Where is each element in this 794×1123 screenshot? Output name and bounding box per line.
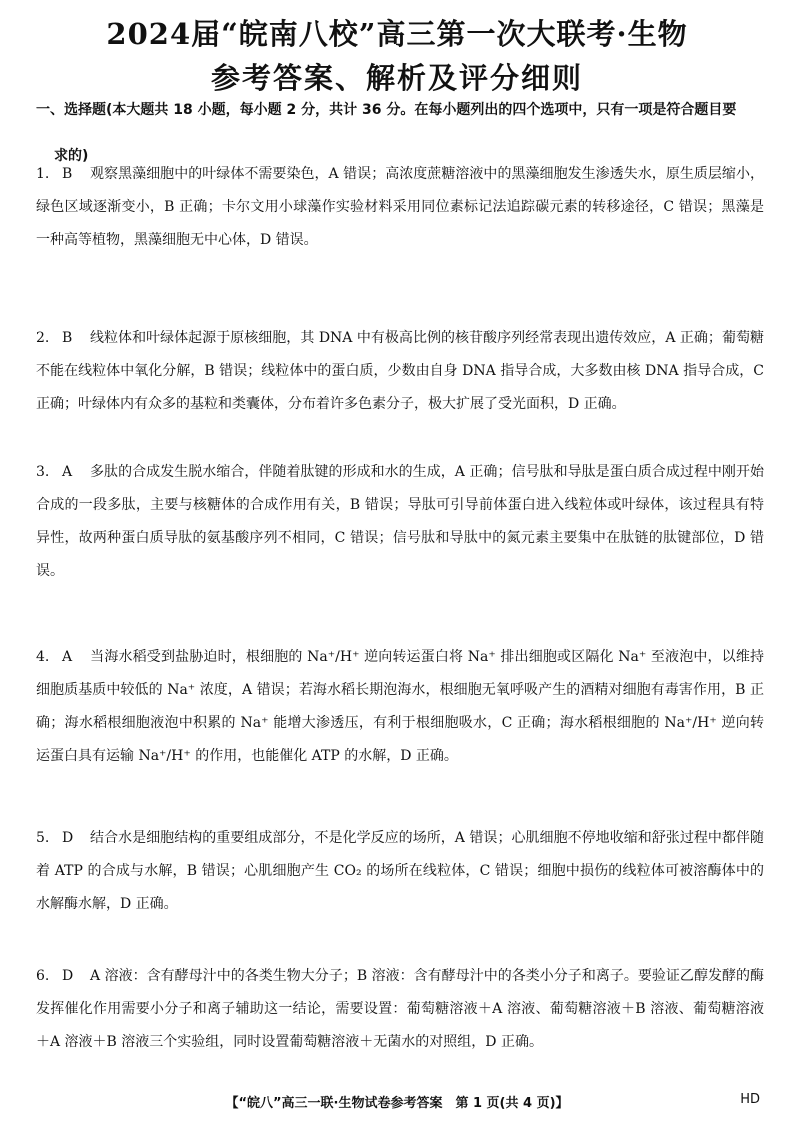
footer-code: HD bbox=[740, 1092, 760, 1107]
question-explanation: A 溶液：含有酵母汁中的各类生物大分子；B 溶液：含有酵母汁中的各类小分子和离子。要验证乙醇发酵的酶发挥催化作用需要小分子和离子辅助这一结论，需要设置：葡萄糖溶液＋A 溶液、葡萄糖溶液＋B 溶液、葡萄糖溶液＋A 溶液＋B 溶液三个实验组，同时设置葡萄糖溶液＋无菌水的对照组，D 正确。 bbox=[36, 968, 764, 1050]
question-answer: A bbox=[62, 464, 73, 480]
question-item bbox=[36, 641, 764, 773]
question-answer: B bbox=[62, 330, 73, 346]
question-answer: D bbox=[62, 968, 74, 984]
question-explanation: 观察黑藻细胞中的叶绿体不需要染色，A 错误；高浓度蔗糖溶液中的黑藻细胞发生渗透失水，原生质层缩小，绿色区域逐渐变小，B 正确；卡尔文用小球藻作实验材料采用同位素标记法追踪碳元素的转移途径，C 错误；黑藻是一种高等植物，黑藻细胞无中心体，D 错误。 bbox=[36, 166, 764, 248]
question-explanation: 结合水是细胞结构的重要组成部分，不是化学反应的场所，A 错误；心肌细胞不停地收缩和舒张过程中都伴随着 ATP 的合成与水解，B 错误；心肌细胞产生 CO₂ 的场所在线粒体，C 错误；细胞中损伤的线粒体可被溶酶体中的水解酶水解，D 正确。 bbox=[36, 830, 764, 912]
question-item bbox=[36, 822, 764, 921]
question-explanation: 当海水稻受到盐胁迫时，根细胞的 Na⁺/H⁺ 逆向转运蛋白将 Na⁺ 排出细胞或区隔化 Na⁺ 至液泡中，以维持细胞质基质中较低的 Na⁺ 浓度，A 错误；若海水稻长期泡海水，根细胞无氧呼吸产生的酒精对细胞有毒害作用，B 正确；海水稻根细胞液泡中积累的 Na⁺ 能增大渗透压，有利于根细胞吸水，C 正确；海水稻根细胞的 Na⁺/H⁺ 逆向转运蛋白具有运输 Na⁺/H⁺ 的作用，也能催化 ATP 的水解，D 正确。 bbox=[36, 649, 764, 764]
question-answer: B bbox=[62, 166, 73, 182]
document-subtitle: 参考答案、解析及评分细则 bbox=[210, 61, 583, 95]
question-answer: A bbox=[62, 649, 73, 665]
question-item bbox=[36, 158, 764, 257]
question-number: 3. bbox=[36, 464, 50, 480]
document-title: 2024届“皖南八校”高三第一次大联考·生物 bbox=[106, 17, 688, 51]
question-number: 5. bbox=[36, 830, 50, 846]
question-answer: D bbox=[62, 830, 74, 846]
question-item bbox=[36, 322, 764, 421]
page-footer: 【“皖八”高三一联·生物试卷参考答案 第 1 页(共 4 页)】 bbox=[225, 1096, 569, 1111]
section-heading: 一、选择题(本大题共 18 小题，每小题 2 分，共计 36 分。在每小题列出的四个选项中，只有一项是符合题目要 bbox=[36, 102, 737, 118]
question-number: 6. bbox=[36, 968, 50, 984]
question-explanation: 多肽的合成发生脱水缩合，伴随着肽键的形成和水的生成，A 正确；信号肽和导肽是蛋白质合成过程中刚开始合成的一段多肽，主要与核糖体的合成作用有关，B 错误；导肽可引导前体蛋白进入线粒体或叶绿体，该过程具有特异性，故两种蛋白质导肽的氨基酸序列不相同，C 错误；信号肽和导肽中的氮元素主要集中在肽链的肽键部位，D 错误。 bbox=[36, 464, 764, 579]
question-number: 1. bbox=[36, 166, 50, 182]
question-number: 2. bbox=[36, 330, 50, 346]
question-item bbox=[36, 960, 764, 1059]
question-explanation: 线粒体和叶绿体起源于原核细胞，其 DNA 中有极高比例的核苷酸序列经常表现出遗传效应，A 正确；葡萄糖不能在线粒体中氧化分解，B 错误；线粒体中的蛋白质，少数由自身 DNA 指导合成，大多数由核 DNA 指导合成，C 正确；叶绿体内有众多的基粒和类囊体，分布着许多色素分子，极大扩展了受光面积，D 正确。 bbox=[36, 330, 764, 412]
question-item bbox=[36, 456, 764, 588]
section-heading-continued: 求的) bbox=[54, 148, 89, 164]
question-number: 4. bbox=[36, 649, 50, 665]
